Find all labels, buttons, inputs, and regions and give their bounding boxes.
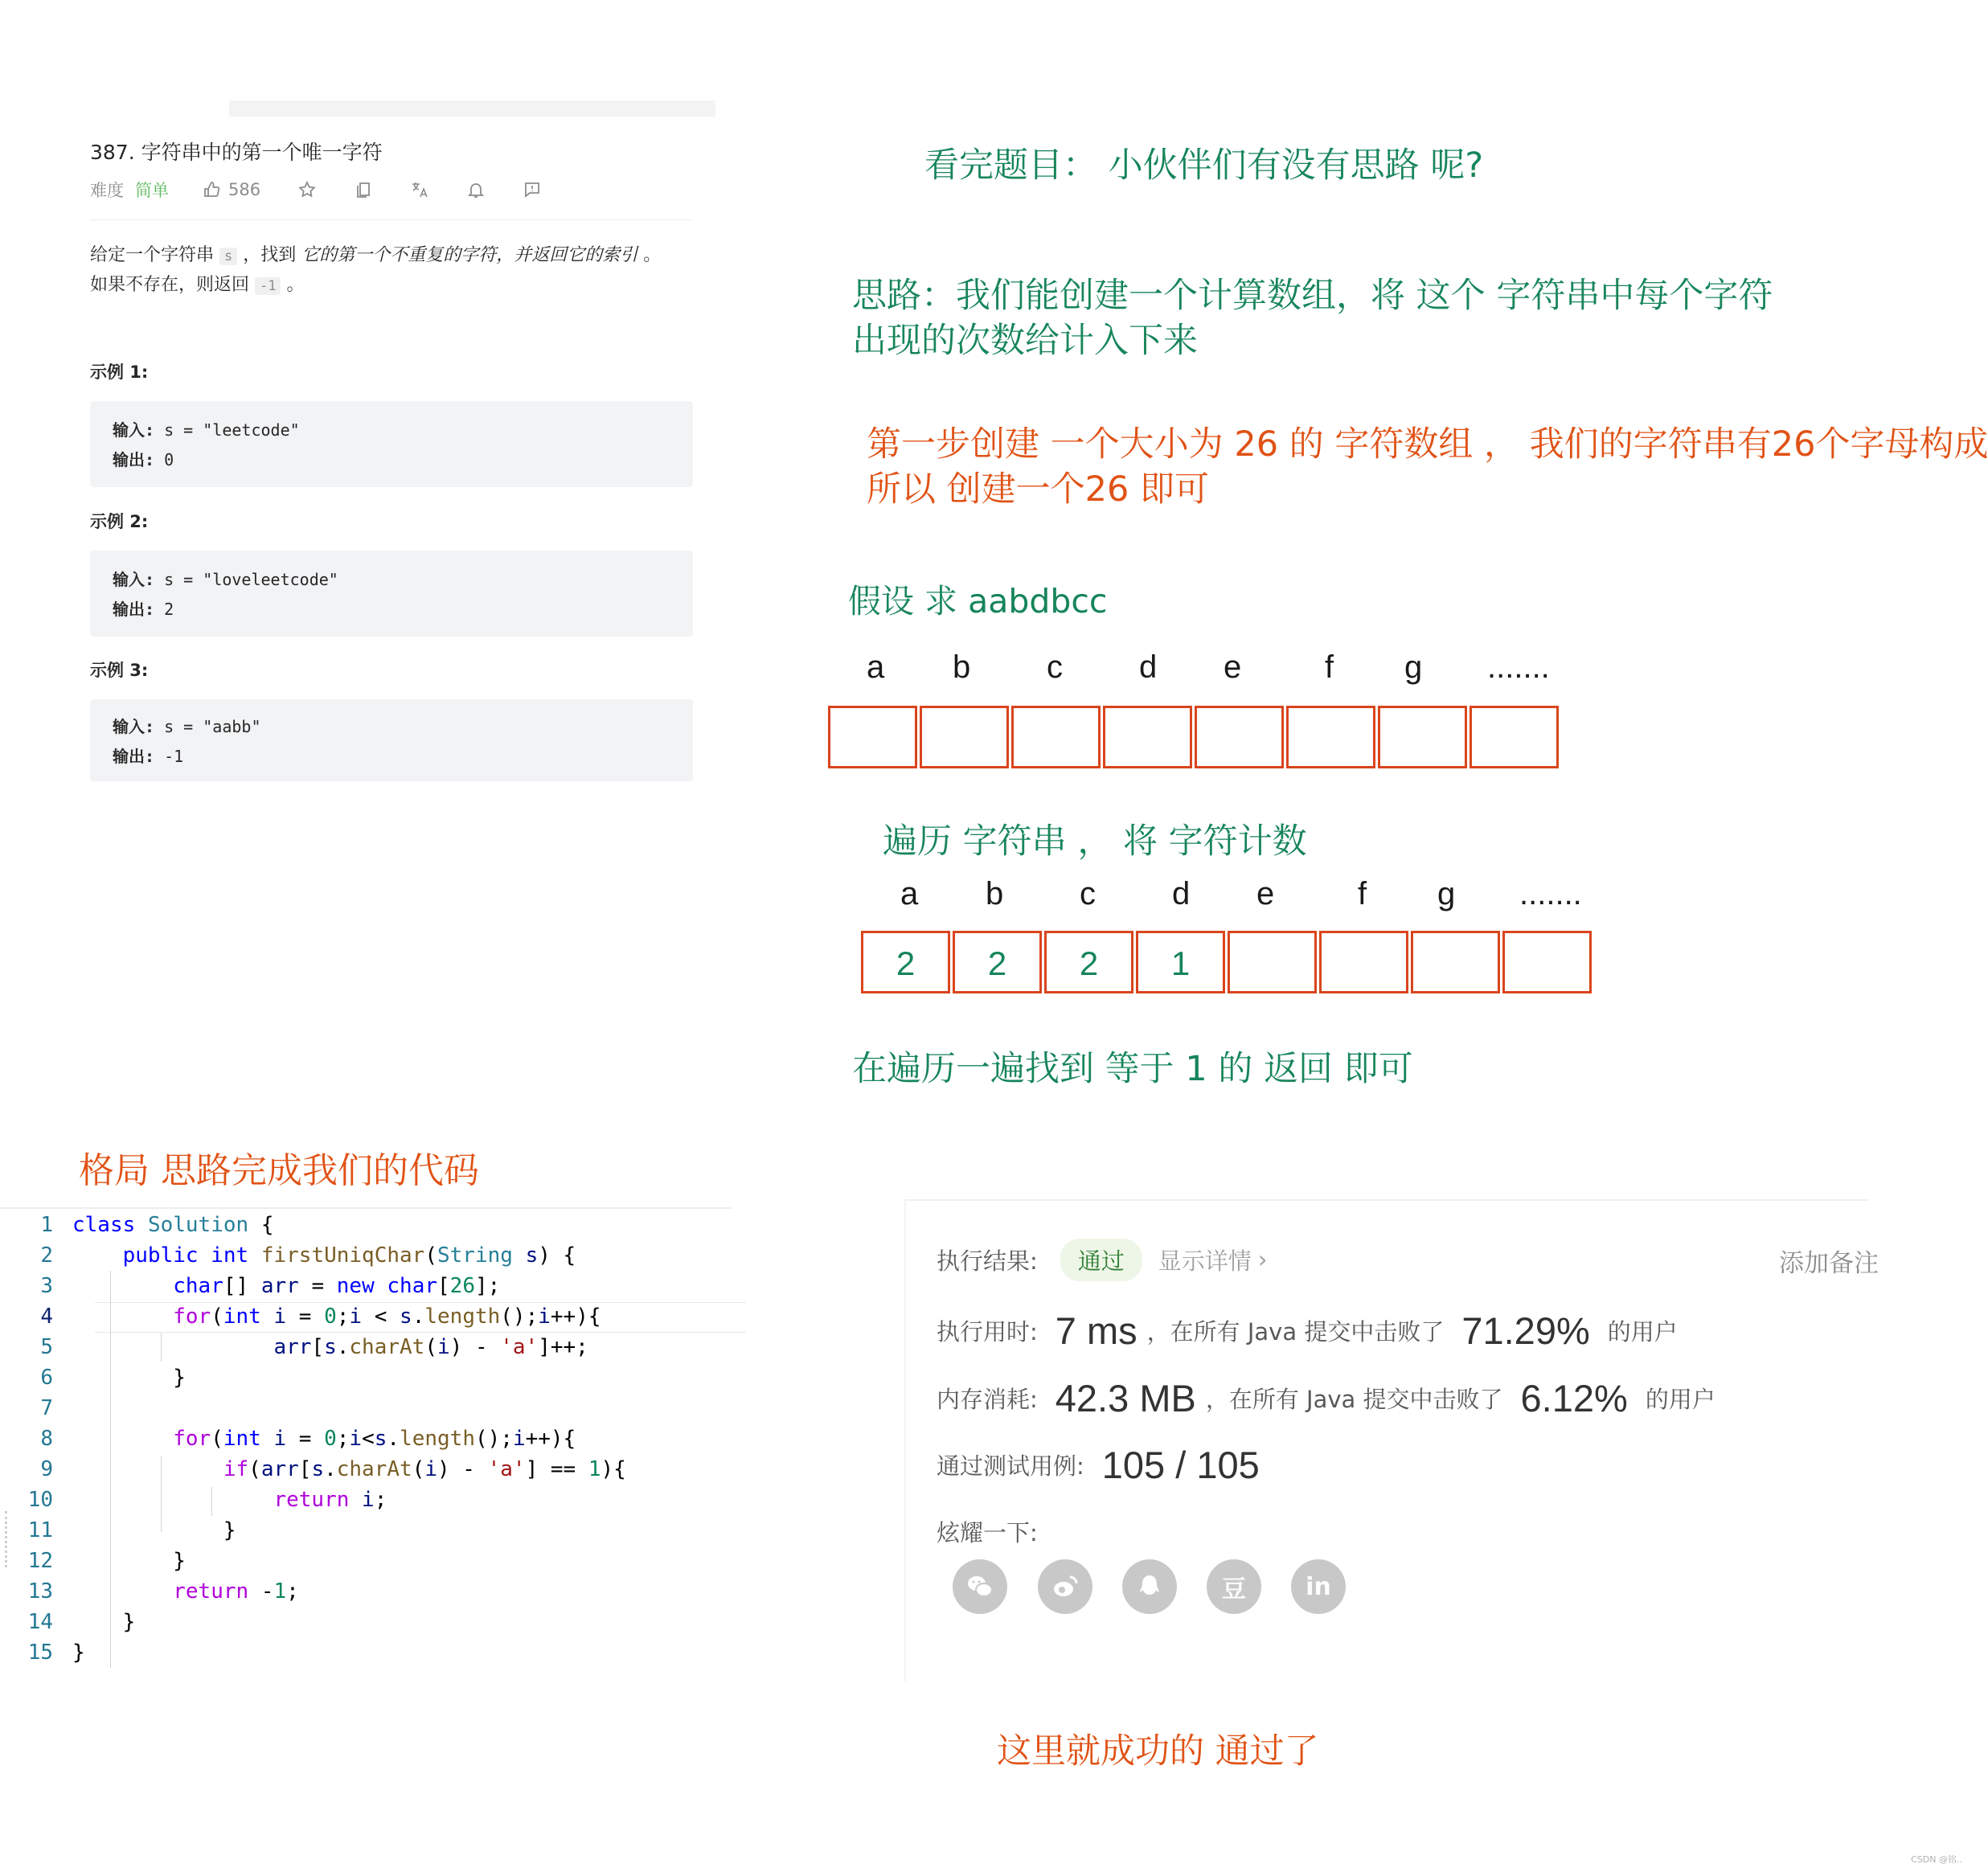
status-badge: 通过 <box>1060 1239 1142 1281</box>
array-cell: 2 <box>1044 931 1133 993</box>
difficulty-label: 难度 <box>90 181 124 200</box>
code-line: 1 class Solution { <box>40 1213 274 1237</box>
code-line: 6 } <box>40 1366 186 1390</box>
memory-tail: 的用户 <box>1645 1385 1715 1413</box>
weibo-share-button[interactable] <box>1038 1559 1092 1614</box>
favorite-button[interactable] <box>297 180 317 199</box>
array-cell <box>1502 931 1592 993</box>
example-3-box: 输入: s = "aabb" 输出: -1 <box>90 699 693 781</box>
memory-value: 42.3 MB <box>1055 1376 1196 1419</box>
memory-row <box>937 1374 1715 1422</box>
weibo-icon <box>1051 1572 1080 1601</box>
array-cell: 1 <box>1136 931 1225 993</box>
example-3-label: 示例 3: <box>90 661 149 680</box>
array-cell <box>1319 931 1408 993</box>
array-cell <box>1286 706 1375 768</box>
note-question: 看完题目： 小伙伴们有没有思路 呢? <box>924 145 1484 186</box>
code-line: 14 } <box>27 1610 136 1634</box>
array-cell <box>1011 706 1101 768</box>
letter-c: c <box>1047 649 1063 685</box>
share-icon <box>354 180 373 199</box>
note-assume: 假设 求 aabdbcc <box>848 582 1108 621</box>
difficulty-value: 简单 <box>135 181 169 200</box>
editor-top-border <box>0 1207 732 1209</box>
like-count: 586 <box>228 180 261 199</box>
code-line: 15 } <box>27 1641 85 1665</box>
letter-f: f <box>1325 649 1334 685</box>
code-line: 5 arr[s.charAt(i) - 'a']++; <box>40 1335 588 1359</box>
note-passed: 这里就成功的 通过了 <box>997 1731 1319 1772</box>
qq-share-button[interactable] <box>1122 1559 1177 1614</box>
letter-f: f <box>1358 876 1367 911</box>
memory-percent: 6.12% <box>1520 1376 1628 1419</box>
inline-code-s: s <box>219 248 237 265</box>
douban-share-button[interactable] <box>1207 1559 1261 1614</box>
letter-g: g <box>1404 649 1423 685</box>
top-strip <box>229 100 715 117</box>
thumbs-up-icon <box>203 180 222 199</box>
inline-code-minus-one: -1 <box>255 277 281 295</box>
array2-cells <box>861 931 1592 995</box>
share-label: 炫耀一下: <box>937 1519 1038 1546</box>
code-line: 8 for(int i = 0;i<s.length();i++){ <box>40 1427 576 1451</box>
array-cell: 2 <box>953 931 1042 993</box>
letter-d: d <box>1172 876 1191 911</box>
letter-a: a <box>900 876 919 911</box>
problem-description <box>90 241 661 301</box>
code-line: 11 } <box>27 1518 236 1542</box>
tests-label: 通过测试用例: <box>937 1452 1084 1480</box>
exec-result-label: 执行结果: <box>937 1247 1038 1275</box>
tests-row <box>937 1440 1269 1489</box>
letter-ellipsis: ....... <box>1519 876 1582 911</box>
letter-b: b <box>953 649 971 685</box>
letter-e: e <box>1224 649 1242 685</box>
array-cell <box>920 706 1009 768</box>
chevron-right-icon: › <box>1257 1246 1268 1273</box>
example-2-label: 示例 2: <box>90 512 149 531</box>
array-cell <box>1469 706 1559 768</box>
linkedin-icon: in <box>1306 1572 1331 1601</box>
array1-cells <box>828 706 1560 770</box>
code-line: 12 } <box>27 1549 186 1573</box>
problem-meta <box>90 177 579 203</box>
exec-result-row <box>937 1235 1267 1284</box>
example-1-label: 示例 1: <box>90 363 149 382</box>
runtime-label: 执行用时: <box>937 1317 1038 1346</box>
gutter-marker <box>5 1511 10 1567</box>
letter-d: d <box>1139 649 1158 685</box>
code-line: 9 if(arr[s.charAt(i) - 'a'] == 1){ <box>40 1457 626 1481</box>
runtime-text: ，在所有 Java 提交中击败了 <box>1146 1317 1445 1346</box>
letter-ellipsis: ....... <box>1487 649 1550 685</box>
description-line-2: 如果不存在，则返回 -1 。 <box>90 275 305 295</box>
qq-icon <box>1135 1572 1164 1601</box>
wechat-icon <box>965 1572 994 1601</box>
translate-icon <box>410 180 429 199</box>
runtime-percent: 71.29% <box>1461 1309 1590 1352</box>
array-cell <box>1228 931 1317 993</box>
watermark: CSDN @铭.. <box>1911 1854 1962 1865</box>
code-editor[interactable] <box>14 1210 730 1728</box>
array-cell: 2 <box>861 931 950 993</box>
example-1-box: 输入: s = "leetcode" 输出: 0 <box>90 401 693 487</box>
emphasis-text: 它的第一个不重复的字符，并返回它的索引 <box>301 245 638 265</box>
note-step1: 第一步创建 一个大小为 26 的 字符数组 ， 我们的字符串有26个字母构成 所以 创建一个26 即可 <box>867 424 1988 510</box>
divider <box>90 219 691 220</box>
code-line: 2 public int firstUniqChar(String s) { <box>40 1243 576 1268</box>
array1-letters <box>0 649 1972 690</box>
share-button[interactable] <box>354 180 373 199</box>
result-left-border <box>904 1199 906 1682</box>
add-note-button[interactable]: 添加备注 <box>1771 1243 1867 1279</box>
letter-b: b <box>986 876 1004 911</box>
code-line: 13 return -1; <box>27 1579 299 1604</box>
array-cell <box>1411 931 1500 993</box>
array-cell <box>1103 706 1192 768</box>
runtime-value: 7 ms <box>1055 1309 1137 1352</box>
code-line: 10 return i; <box>27 1488 387 1512</box>
note-code-title: 格局 思路完成我们的代码 <box>79 1150 479 1191</box>
runtime-tail: 的用户 <box>1607 1317 1678 1346</box>
array-cell <box>1195 706 1284 768</box>
memory-label: 内存消耗: <box>937 1385 1038 1413</box>
translate-button[interactable] <box>410 180 429 199</box>
array-cell <box>1378 706 1467 768</box>
notify-button[interactable] <box>466 180 486 199</box>
code-line: 7 <box>40 1396 53 1420</box>
feedback-icon <box>523 180 542 199</box>
feedback-button[interactable] <box>523 180 542 199</box>
tests-value: 105 / 105 <box>1101 1443 1260 1486</box>
example-2-box: 输入: s = "loveleetcode" 输出: 2 <box>90 551 693 637</box>
like-button[interactable] <box>203 180 260 199</box>
star-icon <box>297 180 317 199</box>
code-line: 3 char[] arr = new char[26]; <box>40 1274 501 1298</box>
douban-icon: 豆 <box>1222 1575 1246 1604</box>
result-top-border <box>904 1199 1869 1201</box>
letter-a: a <box>867 649 885 685</box>
note-find: 在遍历一遍找到 等于 1 的 返回 即可 <box>852 1049 1413 1089</box>
description-line-1: 给定一个字符串 s ，找到 它的第一个不重复的字符，并返回它的索引 。 <box>90 245 662 265</box>
memory-text: ，在所有 Java 提交中击败了 <box>1205 1385 1503 1413</box>
note-idea: 思路：我们能创建一个计算数组，将 这个 字符串中每个字符 出现的次数给计入下来 <box>852 276 1773 361</box>
problem-title[interactable]: 387. 字符串中的第一个唯一字符 <box>90 141 383 164</box>
letter-c: c <box>1080 876 1096 911</box>
runtime-row <box>937 1306 1678 1354</box>
letter-e: e <box>1256 876 1275 911</box>
letter-g: g <box>1437 876 1456 911</box>
array2-letters <box>0 876 1972 916</box>
code-line: 4 for(int i = 0;i < s.length();i++){ <box>40 1305 601 1329</box>
bell-icon <box>466 180 486 199</box>
array-cell <box>828 706 917 768</box>
show-detail-link[interactable]: 显示详情 <box>1158 1247 1252 1275</box>
wechat-share-button[interactable] <box>953 1559 1007 1614</box>
note-traverse: 遍历 字符串 ， 将 字符计数 <box>883 821 1307 862</box>
linkedin-share-button[interactable] <box>1291 1559 1346 1614</box>
